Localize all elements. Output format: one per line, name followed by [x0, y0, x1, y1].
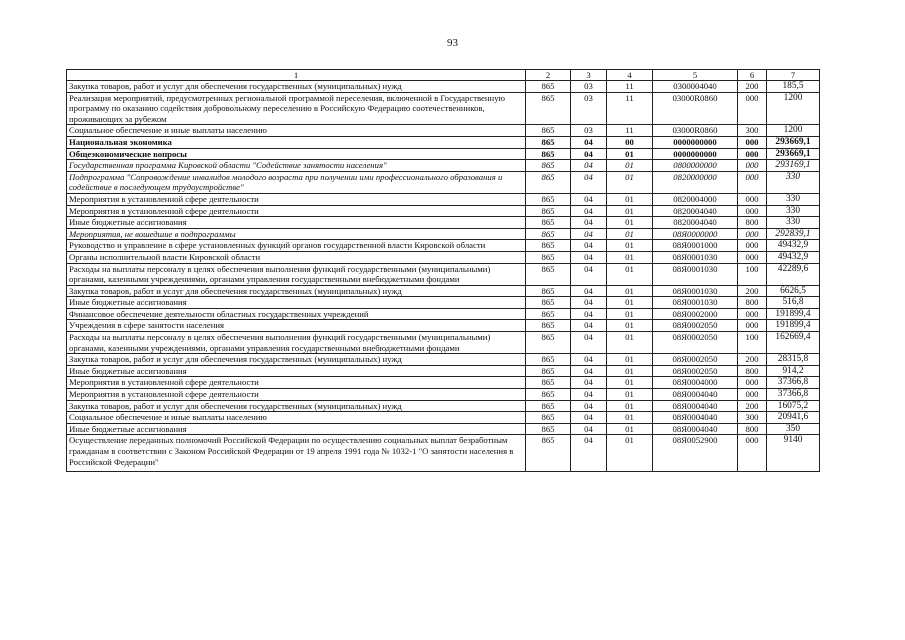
subsection-cell: 01	[607, 240, 653, 252]
table-row	[67, 92, 820, 125]
subsection-cell: 01	[607, 423, 653, 435]
amount-cell: 293669,1	[767, 148, 820, 160]
row-name-cell: Закупка товаров, работ и услуг для обеспечения государственных (муниципальных) нужд	[67, 400, 526, 412]
table-row	[67, 423, 820, 435]
target-code-cell: 08Я0001030	[653, 297, 738, 309]
subsection-cell: 00	[607, 136, 653, 148]
amount-cell: 185,5	[767, 81, 820, 93]
target-code-cell: 0820004040	[653, 217, 738, 229]
target-code-cell: 08Я0001030	[653, 251, 738, 263]
row-name-cell: Государственная программа Кировской области "Содействие занятости населения"	[67, 160, 526, 172]
target-code-cell: 08Я0004040	[653, 400, 738, 412]
section-cell: 03	[571, 92, 607, 125]
target-code-cell: 08Я0002050	[653, 365, 738, 377]
section-cell: 04	[571, 423, 607, 435]
table-row	[67, 377, 820, 389]
admin-code-cell: 865	[526, 228, 571, 240]
admin-code-cell: 865	[526, 240, 571, 252]
subsection-cell: 11	[607, 92, 653, 125]
section-cell: 04	[571, 365, 607, 377]
section-cell: 04	[571, 377, 607, 389]
amount-cell: 6626,5	[767, 285, 820, 297]
subsection-cell: 01	[607, 171, 653, 193]
table-row	[67, 320, 820, 332]
section-cell: 04	[571, 193, 607, 205]
expense-type-cell: 000	[738, 171, 767, 193]
amount-cell: 9140	[767, 435, 820, 472]
amount-cell: 20941,6	[767, 412, 820, 424]
expense-type-cell: 000	[738, 377, 767, 389]
row-name-cell: Руководство и управление в сфере установленных функций органов государственной власти Кировской области	[67, 240, 526, 252]
expense-type-cell: 300	[738, 412, 767, 424]
section-cell: 04	[571, 308, 607, 320]
row-name-cell: Расходы на выплаты персоналу в целях обеспечения выполнения функций государственными (муниципальными) органами, казенными учреждениями, органами управления государственными внебюджетными фондами	[67, 263, 526, 285]
column-header: 6	[738, 70, 767, 81]
amount-cell: 914,2	[767, 365, 820, 377]
subsection-cell: 01	[607, 320, 653, 332]
subsection-cell: 01	[607, 228, 653, 240]
table-row	[67, 297, 820, 309]
amount-cell: 330	[767, 217, 820, 229]
expense-type-cell: 800	[738, 297, 767, 309]
row-name-cell: Мероприятия, не вошедшие в подпрограммы	[67, 228, 526, 240]
admin-code-cell: 865	[526, 400, 571, 412]
expense-type-cell: 000	[738, 308, 767, 320]
amount-cell: 293669,1	[767, 136, 820, 148]
target-code-cell: 08Я0001030	[653, 263, 738, 285]
subsection-cell: 01	[607, 160, 653, 172]
amount-cell: 191899,4	[767, 308, 820, 320]
subsection-cell: 11	[607, 81, 653, 93]
admin-code-cell: 865	[526, 389, 571, 401]
subsection-cell: 01	[607, 251, 653, 263]
table-row	[67, 400, 820, 412]
section-cell: 04	[571, 320, 607, 332]
table-row	[67, 205, 820, 217]
expense-type-cell: 000	[738, 320, 767, 332]
target-code-cell: 08Я0004000	[653, 377, 738, 389]
target-code-cell: 0800000000	[653, 160, 738, 172]
section-cell: 04	[571, 263, 607, 285]
table-row	[67, 332, 820, 354]
admin-code-cell: 865	[526, 263, 571, 285]
admin-code-cell: 865	[526, 435, 571, 472]
target-code-cell: 08Я0004040	[653, 423, 738, 435]
amount-cell: 330	[767, 171, 820, 193]
subsection-cell: 11	[607, 125, 653, 137]
subsection-cell: 01	[607, 308, 653, 320]
row-name-cell: Иные бюджетные ассигнования	[67, 297, 526, 309]
section-cell: 04	[571, 228, 607, 240]
row-name-cell: Общеэкономические вопросы	[67, 148, 526, 160]
row-name-cell: Расходы на выплаты персоналу в целях обеспечения выполнения функций государственными (муниципальными) органами, казенными учреждениями, органами управления государственными внебюджетными фондами	[67, 332, 526, 354]
amount-cell: 292839,1	[767, 228, 820, 240]
expense-type-cell: 200	[738, 354, 767, 366]
admin-code-cell: 865	[526, 160, 571, 172]
row-name-cell: Иные бюджетные ассигнования	[67, 423, 526, 435]
row-name-cell: Иные бюджетные ассигнования	[67, 365, 526, 377]
admin-code-cell: 865	[526, 285, 571, 297]
admin-code-cell: 865	[526, 423, 571, 435]
subsection-cell: 01	[607, 285, 653, 297]
expense-type-cell: 800	[738, 423, 767, 435]
subsection-cell: 01	[607, 400, 653, 412]
subsection-cell: 01	[607, 389, 653, 401]
section-cell: 04	[571, 285, 607, 297]
expense-type-cell: 000	[738, 435, 767, 472]
table-row	[67, 240, 820, 252]
subsection-cell: 01	[607, 297, 653, 309]
amount-cell: 330	[767, 205, 820, 217]
admin-code-cell: 865	[526, 320, 571, 332]
section-cell: 04	[571, 354, 607, 366]
amount-cell: 516,8	[767, 297, 820, 309]
column-header: 1	[67, 70, 526, 81]
table-row	[67, 160, 820, 172]
admin-code-cell: 865	[526, 205, 571, 217]
expense-type-cell: 000	[738, 193, 767, 205]
subsection-cell: 01	[607, 263, 653, 285]
section-cell: 04	[571, 332, 607, 354]
row-name-cell: Социальное обеспечение и иные выплаты населению	[67, 125, 526, 137]
row-name-cell: Мероприятия в установленной сфере деятельности	[67, 193, 526, 205]
target-code-cell: 08Я0002050	[653, 332, 738, 354]
amount-cell: 191899,4	[767, 320, 820, 332]
row-name-cell: Учреждения в сфере занятости населения	[67, 320, 526, 332]
target-code-cell: 0000000000	[653, 136, 738, 148]
expense-type-cell: 000	[738, 240, 767, 252]
admin-code-cell: 865	[526, 136, 571, 148]
amount-cell: 293169,1	[767, 160, 820, 172]
table-row	[67, 228, 820, 240]
target-code-cell: 0820000000	[653, 171, 738, 193]
target-code-cell: 08Я0002000	[653, 308, 738, 320]
table-row	[67, 285, 820, 297]
amount-cell: 37366,8	[767, 389, 820, 401]
row-name-cell: Национальная экономика	[67, 136, 526, 148]
expense-type-cell: 000	[738, 148, 767, 160]
section-cell: 04	[571, 251, 607, 263]
table-row	[67, 81, 820, 93]
subsection-cell: 01	[607, 205, 653, 217]
expense-type-cell: 000	[738, 228, 767, 240]
table-row	[67, 193, 820, 205]
target-code-cell: 08Я0004040	[653, 389, 738, 401]
row-name-cell: Социальное обеспечение и иные выплаты населению	[67, 412, 526, 424]
table-row	[67, 435, 820, 472]
table-row	[67, 412, 820, 424]
section-cell: 04	[571, 171, 607, 193]
expense-type-cell: 300	[738, 125, 767, 137]
row-name-cell: Закупка товаров, работ и услуг для обеспечения государственных (муниципальных) нужд	[67, 81, 526, 93]
target-code-cell: 0000000000	[653, 148, 738, 160]
table-row	[67, 365, 820, 377]
target-code-cell: 08Я0000000	[653, 228, 738, 240]
column-header: 4	[607, 70, 653, 81]
admin-code-cell: 865	[526, 365, 571, 377]
admin-code-cell: 865	[526, 217, 571, 229]
page-number: 93	[447, 37, 458, 49]
expense-type-cell: 100	[738, 263, 767, 285]
amount-cell: 162669,4	[767, 332, 820, 354]
amount-cell: 28315,8	[767, 354, 820, 366]
row-name-cell: Мероприятия в установленной сфере деятельности	[67, 377, 526, 389]
row-name-cell: Закупка товаров, работ и услуг для обеспечения государственных (муниципальных) нужд	[67, 354, 526, 366]
row-name-cell: Иные бюджетные ассигнования	[67, 217, 526, 229]
row-name-cell: Реализация мероприятий, предусмотренных региональной программой переселения, включенной в Государственную программу по оказанию содействия добровольному переселению в Российскую Федерацию соотечественников, проживающих за рубежом	[67, 92, 526, 125]
column-header: 7	[767, 70, 820, 81]
target-code-cell: 08Я0004040	[653, 412, 738, 424]
subsection-cell: 01	[607, 412, 653, 424]
expense-type-cell: 200	[738, 81, 767, 93]
expense-type-cell: 200	[738, 400, 767, 412]
subsection-cell: 01	[607, 354, 653, 366]
row-name-cell: Осуществление переданных полномочий Российской Федерации по осуществлению социальных выплат безработным гражданам в соответствии с Законом Российской Федерации от 19 апреля 1991 года № 1032-1 "О занятости населения в Российской Федерации"	[67, 435, 526, 472]
expense-type-cell: 000	[738, 251, 767, 263]
section-cell: 04	[571, 205, 607, 217]
admin-code-cell: 865	[526, 148, 571, 160]
target-code-cell: 03000R0860	[653, 92, 738, 125]
table-row	[67, 217, 820, 229]
table-header-row	[67, 70, 820, 81]
expense-type-cell: 800	[738, 217, 767, 229]
target-code-cell: 08Я0002050	[653, 354, 738, 366]
amount-cell: 37366,8	[767, 377, 820, 389]
subsection-cell: 01	[607, 435, 653, 472]
subsection-cell: 01	[607, 193, 653, 205]
amount-cell: 1200	[767, 125, 820, 137]
target-code-cell: 08Я0002050	[653, 320, 738, 332]
subsection-cell: 01	[607, 148, 653, 160]
column-header: 2	[526, 70, 571, 81]
section-cell: 04	[571, 217, 607, 229]
table-row	[67, 171, 820, 193]
admin-code-cell: 865	[526, 193, 571, 205]
section-cell: 04	[571, 435, 607, 472]
row-name-cell: Закупка товаров, работ и услуг для обеспечения государственных (муниципальных) нужд	[67, 285, 526, 297]
amount-cell: 49432,9	[767, 251, 820, 263]
target-code-cell: 08Я0001000	[653, 240, 738, 252]
expense-type-cell: 100	[738, 332, 767, 354]
expense-type-cell: 000	[738, 160, 767, 172]
row-name-cell: Мероприятия в установленной сфере деятельности	[67, 205, 526, 217]
subsection-cell: 01	[607, 377, 653, 389]
table-row	[67, 136, 820, 148]
admin-code-cell: 865	[526, 377, 571, 389]
target-code-cell: 03000R0860	[653, 125, 738, 137]
admin-code-cell: 865	[526, 81, 571, 93]
expense-type-cell: 800	[738, 365, 767, 377]
section-cell: 03	[571, 81, 607, 93]
table-row	[67, 125, 820, 137]
amount-cell: 42289,6	[767, 263, 820, 285]
amount-cell: 350	[767, 423, 820, 435]
target-code-cell: 0820004040	[653, 205, 738, 217]
admin-code-cell: 865	[526, 332, 571, 354]
subsection-cell: 01	[607, 365, 653, 377]
table-row	[67, 148, 820, 160]
section-cell: 04	[571, 240, 607, 252]
section-cell: 04	[571, 389, 607, 401]
subsection-cell: 01	[607, 332, 653, 354]
expense-type-cell: 200	[738, 285, 767, 297]
target-code-cell: 08Я0052900	[653, 435, 738, 472]
section-cell: 03	[571, 125, 607, 137]
amount-cell: 1200	[767, 92, 820, 125]
admin-code-cell: 865	[526, 308, 571, 320]
admin-code-cell: 865	[526, 251, 571, 263]
row-name-cell: Мероприятия в установленной сфере деятельности	[67, 389, 526, 401]
expense-type-cell: 000	[738, 389, 767, 401]
row-name-cell: Органы исполнительной власти Кировской области	[67, 251, 526, 263]
expense-type-cell: 000	[738, 205, 767, 217]
section-cell: 04	[571, 160, 607, 172]
section-cell: 04	[571, 400, 607, 412]
amount-cell: 16075,2	[767, 400, 820, 412]
column-header: 5	[653, 70, 738, 81]
admin-code-cell: 865	[526, 354, 571, 366]
expense-type-cell: 000	[738, 92, 767, 125]
row-name-cell: Финансовое обеспечение деятельности областных государственных учреждений	[67, 308, 526, 320]
amount-cell: 49432,9	[767, 240, 820, 252]
section-cell: 04	[571, 148, 607, 160]
column-header: 3	[571, 70, 607, 81]
amount-cell: 330	[767, 193, 820, 205]
budget-table	[66, 69, 820, 472]
table-row	[67, 354, 820, 366]
admin-code-cell: 865	[526, 171, 571, 193]
admin-code-cell: 865	[526, 125, 571, 137]
section-cell: 04	[571, 412, 607, 424]
table-row	[67, 308, 820, 320]
admin-code-cell: 865	[526, 297, 571, 309]
target-code-cell: 0820004000	[653, 193, 738, 205]
row-name-cell: Подпрограмма "Сопровождение инвалидов молодого возраста при получении ими профессионального образования и содействие в последующем трудоустройстве"	[67, 171, 526, 193]
target-code-cell: 0300004040	[653, 81, 738, 93]
target-code-cell: 08Я0001030	[653, 285, 738, 297]
admin-code-cell: 865	[526, 92, 571, 125]
section-cell: 04	[571, 297, 607, 309]
admin-code-cell: 865	[526, 412, 571, 424]
table-row	[67, 389, 820, 401]
subsection-cell: 01	[607, 217, 653, 229]
expense-type-cell: 000	[738, 136, 767, 148]
table-row	[67, 263, 820, 285]
table-row	[67, 251, 820, 263]
section-cell: 04	[571, 136, 607, 148]
